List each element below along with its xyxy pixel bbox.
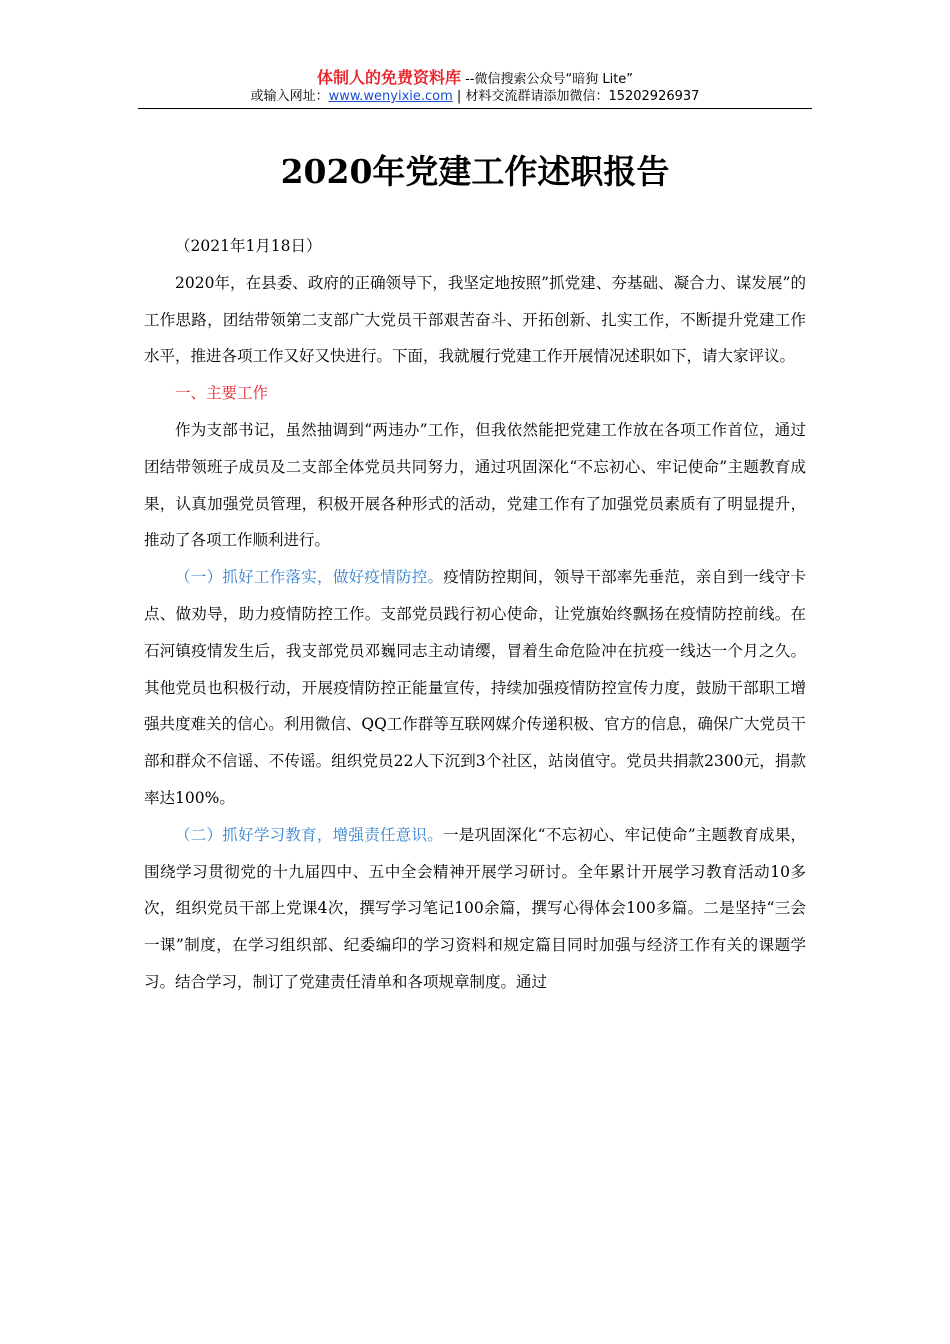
subsection-heading-epidemic: （一）抓好工作落实，做好疫情防控。 [175,568,444,587]
subsection-text-epidemic: 疫情防控期间，领导干部率先垂范，亲自到一线守卡点、做劝导，助力疫情防控工作。支部党员践行初心使命，让党旗始终飘扬在疫情防控前线。在石河镇疫情发生后，我支部党员邓巍同志主动请缨，冒着生命危险冲在抗疫一线达一个月之久。其他党员也积极行动，开展疫情防控正能量宣传，持续加强疫情防控宣传力度，鼓励干部职工增强共度难关的信心。利用微信、QQ工作群等互联网媒介传递积极、官方的信息，确保广大党员干部和群众不信谣、不传谣。组织党员22人下沉到3个社区，站岗值守。党员共捐款2300元，捐款率达100%。 [144,568,806,807]
subsection-epidemic [144,559,806,817]
header-divider [138,108,812,109]
brand-name: 体制人的免费资料库 [316,68,461,87]
subsection-heading-education: （二）抓好学习教育，增强责任意识。 [175,825,444,844]
document-title: 2020年党建工作述职报告 [280,152,670,191]
intro-paragraph: 2020年，在县委、政府的正确领导下，我坚定地按照”抓党建、夯基础、凝合力、谋发展”的工作思路，团结带领第二支部广大党员干部艰苦奋斗、开拓创新、扎实工作，不断提升党建工作水平，推进各项工作又好又快进行。下面，我就履行党建工作开展情况述职如下，请大家评议。 [144,273,806,366]
section-heading-main-work: 一、主要工作 [175,384,269,403]
header-tagline: --微信搜索公众号“暗狗 Lite” [460,72,634,87]
website-link[interactable]: www.wenyixie.com [328,89,453,104]
header-line-1 [138,68,812,88]
subsection-text-education: 一是巩固深化“不忘初心、牢记使命”主题教育成果，围绕学习贯彻党的十九届四中、五中全会精神开展学习研讨。全年累计开展学习教育活动10多次，组织党员干部上党课4次，撰写学习笔记100余篇，撰写心得体会100多篇。二是坚持“三会一课”制度，在学习组织部、纪委编印的学习资料和规定篇目同时加强与经济工作有关的课题学习。结合学习，制订了党建责任清单和各项规章制度。通过 [144,825,806,991]
section-paragraph: 作为支部书记，虽然抽调到“两违办”工作，但我依然能把党建工作放在各项工作首位，通过团结带领班子成员及二支部全体党员共同努力，通过巩固深化“不忘初心、牢记使命”主题教育成果，认真加强党员管理，积极开展各种形式的活动，党建工作有了加强党员素质有了明显提升，推动了各项工作顺利进行。 [144,420,806,550]
url-prefix: 或输入网址： [250,89,329,104]
document-body [144,228,806,1001]
page-header [138,68,812,106]
report-date: （2021年1月18日） [175,237,322,255]
url-suffix: | 材料交流群请添加微信：15202926937 [452,89,700,104]
subsection-education [144,817,806,1001]
header-line-2 [138,88,812,106]
